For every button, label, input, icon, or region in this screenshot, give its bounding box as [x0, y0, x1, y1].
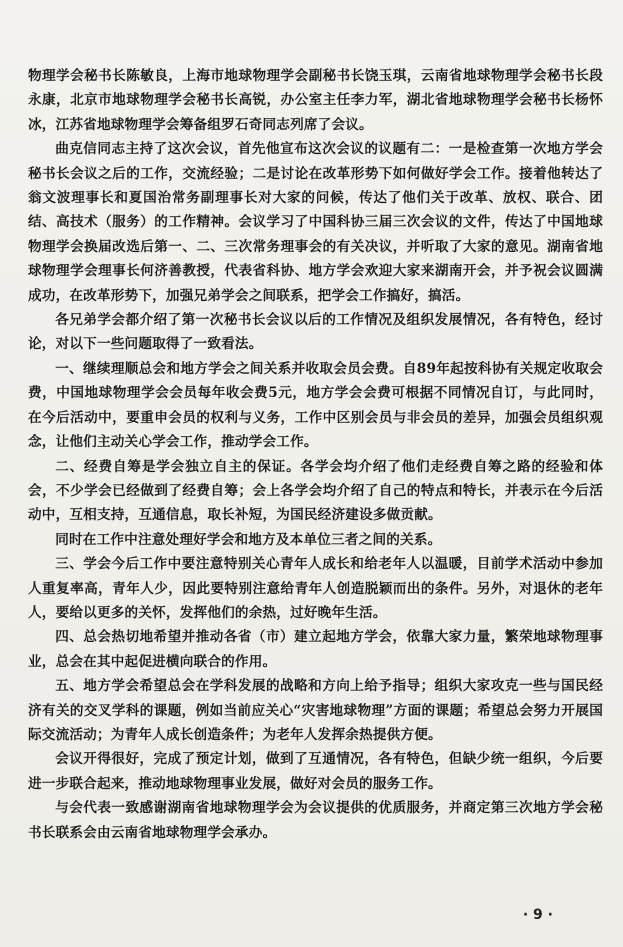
paragraph-item-3: 三、学会今后工作中要注意特别关心青年人成长和给老年人以温暖，目前学术活动中参加人重复率高，青年人少，因此要特别注意给青年人创造脱颖而出的条件。另外，对退休的老年人，要给以更多的关怀，发挥他们的余热，过好晚年生活。 — [28, 556, 603, 621]
paragraph-item-2: 二、经费自筹是学会独立自主的保证。各学会均介绍了他们走经费自筹之路的经验和体会，不少学会已经做到了经费自筹；会上各学会均介绍了自己的特点和特长，并表示在今后活动中，互相支持，互通信息，取长补短，为国民经济建设多做贡献。 — [28, 458, 603, 524]
paragraph-item-1: 一、继续理顺总会和地方学会之间关系并收取会员会费。自89年起按科协有关规定收取会费，中国地球物理学会会员每年收会费5元，地方学会会费可根据不同情况自订，与此同时，在今后活动中，要重申会员的权利与义务，工作中区别会员与非会员的差异，加强会员组织观念，让他们主动关心学会工作，推动学会工作。 — [28, 360, 603, 451]
paragraph-agenda: 曲克信同志主持了这次会议，首先他宣布这次会议的议题有二：一是检查第一次地方学会秘书长会议之后的工作，交流经验；二是讨论在改革形势下如何做好学会工作。接着他转达了翁文波理事长和夏国治常务副理事长对大家的问候，传达了他们关于改革、放权、联合、团结、高技术（服务）的工作精神。会议学习了中国科协三届三次会议的文件，传达了中国地球物理学会换届改选后第一、二、三次常务理事会的有关决议，并听取了大家的意见。湖南省地球物理学会理事长何济善教授，代表省科协、地方学会欢迎大家来湖南开会，并予祝会议圆满成功，在改革形势下，加强兄弟学会之间联系，把学会工作搞好，搞活。 — [28, 141, 603, 304]
paragraph-item-2-note: 同时在工作中注意处理好学会和地方及本单位三者之间的关系。 — [55, 531, 442, 548]
page-number: · 9 · — [522, 907, 553, 923]
paragraph-attendees: 物理学会秘书长陈敏良，上海市地球物理学会副秘书长饶玉琪，云南省地球物理学会秘书长段永康，北京市地球物理学会秘书长高锐，办公室主任李力军，湖北省地球物理学会秘书长杨怀冰，江苏省地球物理学会筹备组罗石奇同志列席了会议。 — [28, 68, 603, 133]
paragraph-item-4: 四、总会热切地希望并推动各省（市）建立起地方学会，依靠大家力量，繁荣地球物理事业，总会在其中起促进横向联合的作用。 — [28, 629, 603, 670]
paragraph-summary: 会议开得很好，完成了预定计划，做到了互通情况，各有特色，但缺少统一组织，今后要进一步联合起来，推动地球物理事业发展，做好对会员的服务工作。 — [28, 751, 603, 792]
paragraph-consensus: 各兄弟学会都介绍了第一次秘书长会议以后的工作情况及组织发展情况，各有特色，经讨论，对以下一些问题取得了一致看法。 — [28, 312, 603, 353]
paragraph-thanks: 与会代表一致感谢湖南省地球物理学会为会议提供的优质服务，并商定第三次地方学会秘书长联系会由云南省地球物理学会承办。 — [28, 800, 603, 841]
paragraph-item-5: 五、地方学会希望总会在学科发展的战略和方向上给予指导；组织大家攻克一些与国民经济有关的交叉学科的课题，例如当前应关心“灾害地球物理”方面的课题；希望总会努力开展国际交流活动；为青年人成长创造条件；为老年人发挥余热提供方便。 — [28, 678, 603, 743]
